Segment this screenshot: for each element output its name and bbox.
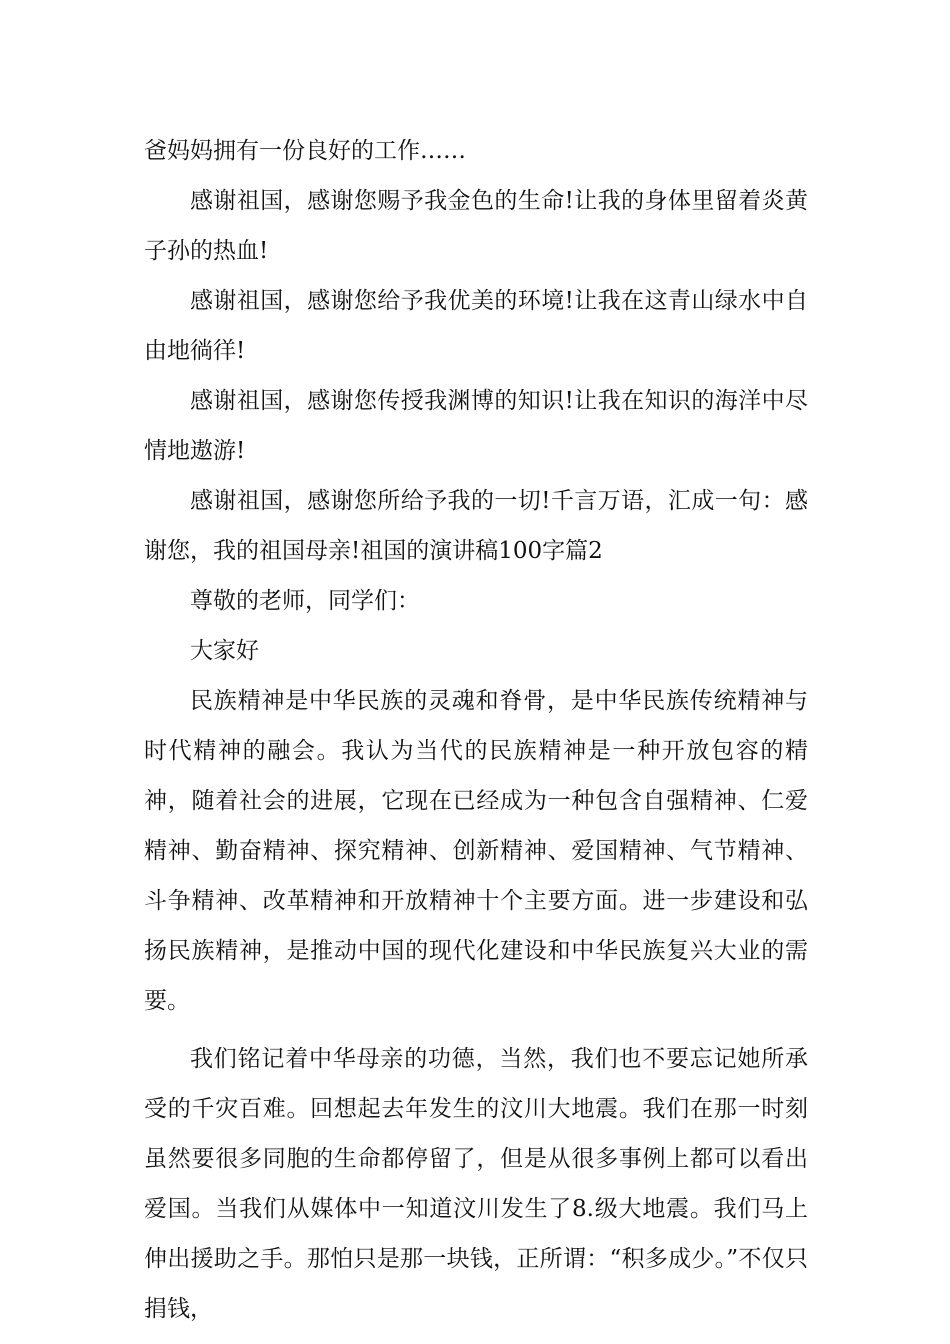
paragraph-earthquake: 我们铭记着中华母亲的功德，当然，我们也不要忘记她所承受的千灾百难。回想起去年发生的汶川大地震。我们在那一时刻虽然要很多同胞的生命都停留了，但是从很多事例上都可以看出爱国。当我们从媒体中一知道汶川发生了8.级大地震。我们马上伸出援助之手。那怕只是那一块钱，正所谓：“积多成少。”不仅只捐钱， — [144, 1046, 808, 1322]
paragraph-thanks-environment: 感谢祖国，感谢您给予我优美的环境!让我在这青山绿水中自由地徜徉! — [144, 288, 808, 364]
paragraph-thanks-life: 感谢祖国，感谢您赐予我金色的生命!让我的身体里留着炎黄子孙的热血! — [144, 188, 808, 264]
paragraph-national-spirit: 民族精神是中华民族的灵魂和脊骨，是中华民族传统精神与时代精神的融会。我认为当代的民族精神是一种开放包容的精神，随着社会的进展，它现在已经成为一种包含自强精神、仁爱精神、勤奋精神、探究精神、创新精神、爱国精神、气节精神、斗争精神、改革精神和开放精神十个主要方面。进一步建设和弘扬民族精神，是推动中国的现代化建设和中华民族复兴大业的需要。 — [144, 688, 808, 1014]
paragraph-continuation: 爸妈妈拥有一份良好的工作…… — [144, 138, 466, 164]
document-body — [144, 126, 808, 1334]
greeting: 大家好 — [190, 638, 259, 664]
paragraph-thanks-knowledge: 感谢祖国，感谢您传授我渊博的知识!让我在知识的海洋中尽情地遨游! — [144, 388, 808, 464]
salutation: 尊敬的老师，同学们： — [190, 588, 420, 614]
paragraph-thanks-everything: 感谢祖国，感谢您所给予我的一切!千言万语，汇成一句：感谢您，我的祖国母亲!祖国的演讲稿100字篇2 — [144, 488, 808, 564]
